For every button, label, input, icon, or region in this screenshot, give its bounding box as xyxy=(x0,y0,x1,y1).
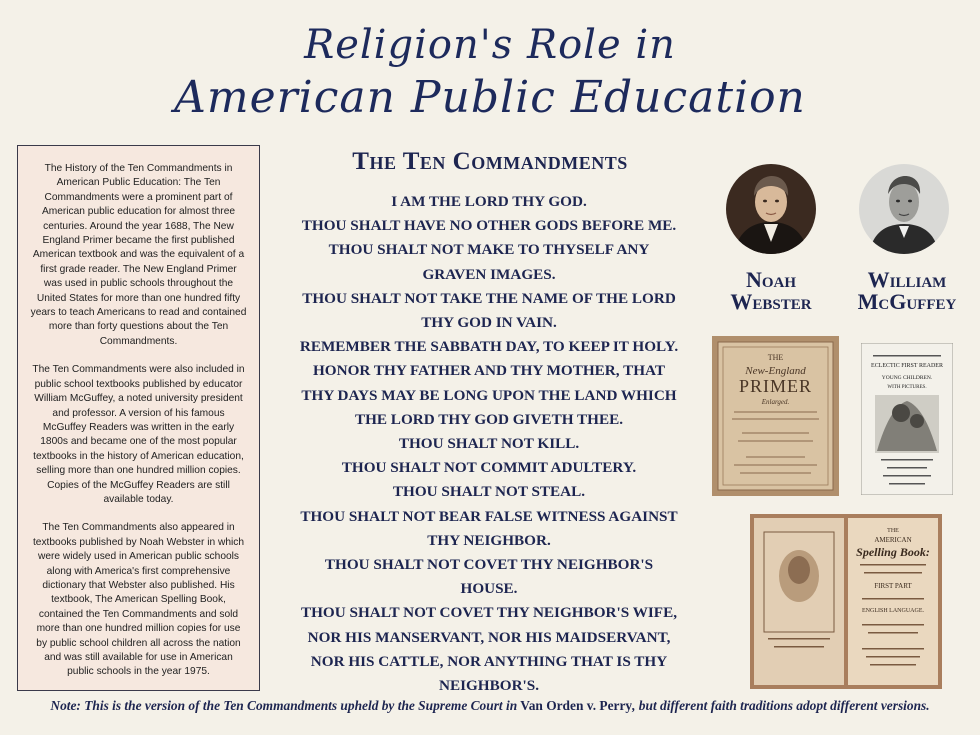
mcguffey-reader-image xyxy=(861,343,953,495)
commandment-line: THOU SHALT NOT KILL. xyxy=(398,435,580,453)
mcguffey-last-name: McGuffey xyxy=(857,289,957,314)
commandment-line: THOU SHALT HAVE NO OTHER GODS BEFORE ME. xyxy=(301,217,677,235)
history-paragraph-1: The History of the Ten Commandments in American Public Education: The Ten Commandments were a prominent part of American public education for almost three centuries. Around the year 1688, The New England Primer became the first published American textbook and was the equivalent of a first grade reader. The New England Primer was used in public schools throughout the United States for more than one hundred fifty years to teach Americans to read and contained more than forty questions about the Ten Commandments. xyxy=(30,163,247,347)
commandment-line: HONOR THY FATHER AND THY MOTHER, THAT xyxy=(312,362,666,380)
commandment-line: I AM THE LORD THY GOD. xyxy=(391,193,587,210)
commandment-line: THOU SHALT NOT COMMIT ADULTERY. xyxy=(341,459,637,477)
footnote-prefix: Note: This is the version of the Ten Commandments upheld by the Supreme Court in xyxy=(50,698,518,713)
spelling-american: AMERICAN xyxy=(874,536,912,544)
commandment-line: THOU SHALT NOT STEAL. xyxy=(392,483,586,501)
commandment-line: THOU SHALT NOT BEAR FALSE WITNESS AGAINST xyxy=(300,507,678,525)
commandment-line: THOU SHALT NOT MAKE TO THYSELF ANY xyxy=(328,241,650,259)
footnote-suffix: , but different faith traditions adopt different versions. xyxy=(632,698,930,713)
new-england-primer-image xyxy=(712,336,839,496)
commandments-list xyxy=(282,190,696,698)
mcguffey-first-name: William xyxy=(867,267,947,292)
webster-name xyxy=(706,269,836,313)
spelling-title: Spelling Book: xyxy=(856,545,930,559)
commandment-line: NOR HIS CATTLE, NOR ANYTHING THAT IS THY xyxy=(310,652,668,670)
spelling-first-part: FIRST PART xyxy=(874,582,912,590)
primer-word-new-england: New-England xyxy=(745,365,806,377)
mcguffey-name xyxy=(837,269,977,313)
commandment-line: THY GOD IN VAIN. xyxy=(421,314,557,332)
primer-word-enlarged: Enlarged. xyxy=(761,398,790,406)
reader-subtitle: YOUNG CHILDREN. xyxy=(881,375,933,381)
webster-last-name: Webster xyxy=(730,289,812,314)
commandment-line: REMEMBER THE SABBATH DAY, TO KEEP IT HOLY. xyxy=(299,338,679,356)
footnote-case-name: Van Orden v. Perry xyxy=(520,698,633,713)
spelling-english-language: ENGLISH LANGUAGE. xyxy=(862,608,924,614)
commandment-line: THOU SHALT NOT TAKE THE NAME OF THE LORD xyxy=(302,289,676,307)
commandment-line: GRAVEN IMAGES. xyxy=(422,265,556,283)
reader-title: ECLECTIC FIRST READER xyxy=(871,363,943,369)
history-paragraph-3: The Ten Commandments also appeared in textbooks published by Noah Webster in which were widely used in American public schools along with America's first comprehensive dictionary that Webster also published. His textbook, The American Spelling Book, contained the Ten Commandments and sold more than one hundred million copies for use by public school children all across the nation and was still available for use in American public schools in the year 1975. xyxy=(32,522,245,678)
commandment-line: THY NEIGHBOR. xyxy=(427,531,551,549)
commandment-line: THOU SHALT NOT COVET THY NEIGHBOR'S WIFE, xyxy=(300,604,677,622)
footnote xyxy=(0,698,980,714)
history-sidebar xyxy=(17,145,260,691)
reader-with-pictures: WITH PICTURES. xyxy=(887,385,927,390)
commandments-heading: The Ten Commandments xyxy=(352,148,628,175)
title-line-2: American Public Education xyxy=(174,72,806,123)
commandment-line: THOU SHALT NOT COVET THY NEIGHBOR'S xyxy=(324,556,654,574)
webster-portrait xyxy=(726,164,816,254)
commandment-line: THE LORD THY GOD GIVETH THEE. xyxy=(354,410,624,428)
american-spelling-book-image xyxy=(750,514,942,689)
commandment-line: NOR HIS MANSERVANT, NOR HIS MAIDSERVANT, xyxy=(307,628,671,646)
commandment-line: NEIGHBOR'S. xyxy=(438,677,539,695)
primer-word-the: THE xyxy=(767,353,784,362)
primer-word-primer: PRIMER xyxy=(738,376,813,396)
commandment-line: HOUSE. xyxy=(460,580,518,598)
webster-first-name: Noah xyxy=(745,267,797,292)
title-line-1: Religion's Role in xyxy=(304,22,676,68)
mcguffey-portrait xyxy=(859,164,949,254)
spelling-the: THE xyxy=(887,528,899,534)
history-paragraph-2: The Ten Commandments were also included in public school textbooks published by educator William McGuffey, a noted university president and professor. A version of his famous McGuffey Readers was written in the early 1800s and became one of the most popular textbooks in the history of American education, selling more than one hundred million copies. Copies of the McGuffey Readers are still available today. xyxy=(32,364,245,505)
commandment-line: THY DAYS MAY BE LONG UPON THE LAND WHICH xyxy=(301,386,677,404)
